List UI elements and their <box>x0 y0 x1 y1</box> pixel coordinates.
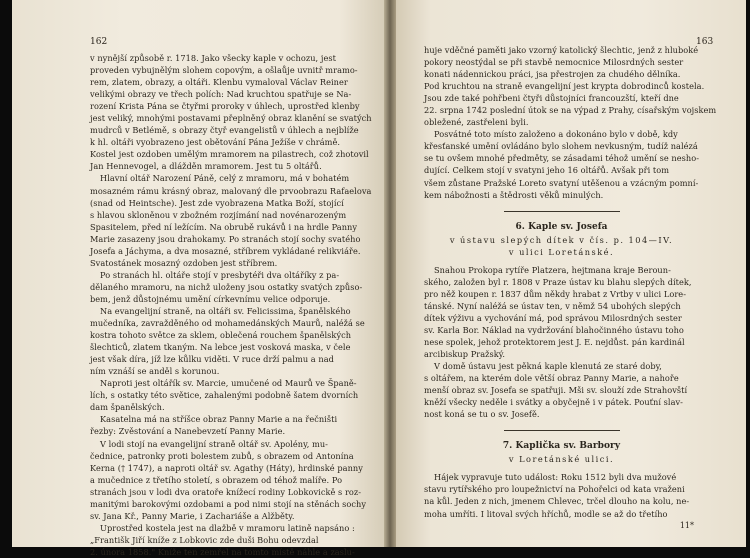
text-line: (snad od Heintsche). Jest zde vyobrazena Matka Boží, stojící <box>90 197 344 208</box>
text-line: Kostel jest ozdoben umělým mramorem na pilastrech, což zhotovil <box>90 149 369 160</box>
section-subtitle: v Loretánské ulici. <box>508 454 615 465</box>
book-spread <box>12 0 746 557</box>
text-line: Pod kruchtou na straně evangelijní jest krypta dobrodinců kostela. <box>424 81 705 92</box>
text-line: Kerna († 1747), a naproti oltář sv. Agathy (Háty), hrdinské panny <box>90 462 363 473</box>
text-line: jest však díra, jíž lze kůlku viděti. V ruce drží palmu a nad <box>90 354 334 365</box>
text-line: V domě ústavu jest pěkná kaple klenutá ze staré doby, <box>434 361 662 372</box>
text-line: sv. Karla Bor. Náklad na vydržování blahočinného ústavu toho <box>424 324 684 335</box>
section-title: 7. Kaplička sv. Barbory <box>502 441 621 452</box>
section-divider <box>504 430 620 431</box>
text-line: proveden vybujnělým slohem copovým, a ošlaůje uvnitř mramo- <box>90 65 358 76</box>
text-line: pokory neostýdal se při stavbě nemocnice Milosrdných sester <box>424 57 684 68</box>
text-line: kněží všecky neděle i svátky a obyčejně i v pátek. Pouťní slav- <box>424 397 683 408</box>
text-line: tánské. Nyní naléžá se ústav ten, v němž 54 ubohých slepých <box>424 300 681 311</box>
text-line: s hlavou skloněnou v zbožném rozjímání nad novénarozeným <box>90 209 347 220</box>
text-line: Josefa a Jáchyma, a dva mosazné, stříbrem vykládané relikviáře. <box>90 245 361 256</box>
text-line: rem, zlatem, obrazy, a oltáři. Klenbu vymaloval Václav Reiner <box>90 77 348 88</box>
text-line: jest veliký, mnohými postavami přeplněný obraz klanění se svatých <box>90 113 372 124</box>
page-number: 162 <box>90 37 108 47</box>
text-line: rození Krista Pána se čtyřmi proroky v úhlech, uprostřed klenby <box>90 101 360 112</box>
right-page-body <box>424 44 717 520</box>
text-line: Posvátné toto místo založeno a dokonáno bylo v době, kdy <box>434 129 678 140</box>
text-line: Jan Hennevogel, a dlážděn mramorem. Jest tu 5 oltářů. <box>90 161 322 172</box>
text-line: na kůl. Jeden z nich, jmenem Chlevec, trčel dlouho na kolu, ne- <box>424 496 690 507</box>
paragraph-block <box>424 44 717 201</box>
text-line: a mučednice z třetího století, s obrazem od téhož malíře. Po <box>90 474 343 485</box>
text-line: s oltářem, na kterém dole větší obraz Panny Marie, a nahoře <box>424 373 679 384</box>
text-line: Hlavní oltář Narození Páně, celý z mramoru, má v bohatém <box>100 173 350 184</box>
text-line: čednice, patronky proti bolestem zubů, s obrazem od Antonína <box>90 450 354 461</box>
right-page <box>396 0 746 547</box>
text-line: k hl. oltáři vyobrazeno jest obětování Pána Ježíše v chrámě. <box>90 137 340 148</box>
text-line: stavu rytířského pro loupežnictví na Pohořelci od kata vraženi <box>424 484 685 495</box>
text-line: arcibiskup Pražský. <box>424 349 506 360</box>
text-line: obležené, zastřeleni byli. <box>424 117 529 128</box>
text-line: stranách jsou v lodi dva oratoře knížecí rodiny Lobkovickě s roz- <box>90 486 362 497</box>
page-number: 163 <box>696 37 714 47</box>
text-line: Naproti jest oltářík sv. Marcie, umučené od Maurů ve Španě- <box>100 378 357 389</box>
text-line: lích, s ostatky této světice, zahalenými podobně šatem dvorních <box>90 390 359 401</box>
signature-mark: 11* <box>679 521 694 530</box>
text-line: Spasitelem, před ní ležícím. Na obrubě rukávů i na hrdle Panny <box>90 221 358 232</box>
text-line: mosazném rámu krásný obraz, malovaný dle prvoobrazu Rafaelova <box>90 185 372 196</box>
text-line: Svatostánek mosazný ozdoben jest stříbrem. <box>90 257 278 268</box>
text-line: křesťanské umění ovládáno bylo slohem nevkusným, tudíž nalézá <box>424 141 698 152</box>
left-page <box>12 0 384 557</box>
text-line: nese spolek, jehož protektorem jest J. E. nejdůst. pán kardinál <box>424 336 685 347</box>
text-line: dam španělských. <box>90 402 165 413</box>
text-line: nost koná se tu o sv. Josefě. <box>424 409 540 420</box>
section-title: 6. Kaple sv. Josefa <box>515 221 608 232</box>
text-line: menší obraz sv. Josefa se spatřuji. Mši sv. slouží zde Strahovští <box>424 385 688 396</box>
text-line: konati nádennickou práci, jsa přestrojen za chudého dělníka. <box>424 69 681 80</box>
text-line: v nynější způsobě r. 1718. Jako všecky kaple v ochozu, jest <box>90 53 336 63</box>
section-subtitle: v ústavu slepých dítek v čís. p. 104—IV. <box>449 234 674 245</box>
section-divider <box>504 211 620 212</box>
text-line: Snahou Prokopa rytíře Platzera, hejtmana kraje Beroun- <box>434 264 671 275</box>
text-line: manitými barokovými ozdobami a pod nimi stojí na stěnách sochy <box>90 498 367 509</box>
text-line: Hájek vypravuje tuto událost: Roku 1512 byli dva mužové <box>434 472 677 483</box>
text-line: velikými obrazy ve třech polích: Nad kruchtou spatřuje se Na- <box>90 89 352 100</box>
text-line: ním vznáší se anděl s korunou. <box>90 366 220 377</box>
text-line: Kasatelna má na stříšce obraz Panny Marie a na řečništi <box>100 414 338 425</box>
text-line: huje vděčné paměti jako vzorný katolický šlechtic, jenž z hluboké <box>424 45 699 55</box>
text-line: Na evangelijní straně, na oltáři sv. Felicissima, španělského <box>100 305 351 316</box>
paragraph-block <box>424 264 699 421</box>
text-line: sv. Jana Kř., Panny Marie, i Zachariáše a Alžběty. <box>90 510 295 521</box>
text-line: dělaného mramoru, na nichž uloženy jsou ostatky svatých způso- <box>90 281 363 292</box>
text-line: se tu ovšem mnohé předměty, se zásadami téhož umění se nesho- <box>424 153 700 164</box>
text-line: šlechticů, zlatem tkaným. Na lebce jest vosková maska, v čele <box>90 342 351 353</box>
paragraph-block <box>424 471 699 519</box>
text-line: kostra tohoto světce za sklem, oblečená rouchem španělských <box>90 330 352 341</box>
book-gutter <box>384 0 396 547</box>
text-line: Marie zasazeny jsou drahokamy. Po stranách stojí sochy svatého <box>90 233 361 244</box>
text-line: „Františk Jiří kníže z Lobkovic zde duši Bohu odevzdal <box>90 534 319 545</box>
text-line: řezby: Zvěstování a Nanebevzetí Panny Marie. <box>90 426 286 437</box>
text-line: Po stranách hl. oltáře stojí v presbytéři dva oltáříky z pa- <box>100 269 340 280</box>
text-line: mučedníka, zavražděného od mohamedánských Maurů, naléžá se <box>90 318 365 329</box>
section-subtitle: v ulici Loretánské. <box>508 246 615 257</box>
text-line: mudrců v Betlémě, s obrazy čtyř evangelistů v úhlech a nejblíže <box>90 125 359 136</box>
text-line: 2. února 1858." Kníže ten zemřel na tomto místě náhle a zaslu- <box>90 546 355 557</box>
text-line: moha umříti. I litoval svých hříchů, modle se až do třetího <box>424 508 668 519</box>
text-line: všem zůstane Pražské Loreto svatyní utěšenou a vzácným pomní- <box>424 177 699 188</box>
left-page-body <box>90 52 372 558</box>
text-line: kem nábožnosti a štědrosti věků minulých. <box>424 189 604 200</box>
text-line: pro něž koupen r. 1837 dům někdy hrabat z Vrtby v ulici Lore- <box>424 288 687 299</box>
text-line: dítek výživu a vychování má, pod správou Milosrdných sester <box>424 312 682 323</box>
text-line: ského, založen byl r. 1808 v Praze ústav ku blahu slepých dítek, <box>424 276 692 287</box>
text-line: 22. srpna 1742 poslední útok se na výpad z Prahy, císařským vojskem <box>424 105 717 116</box>
text-line: dující. Celkem stojí v svatyni jeho 16 oltářů. Avšak při tom <box>424 165 670 176</box>
text-line: bem, jenž důstojnému umění církevnímu velice odporuje. <box>90 293 331 304</box>
text-line: Uprostřed kostela jest na dlažbě v mramoru latině napsáno : <box>100 522 355 533</box>
text-line: V lodi stojí na evangelijní straně oltář sv. Apolény, mu- <box>100 438 328 449</box>
text-line: Jsou zde také pohřbeni čtyři důstojníci francouzští, kteří dne <box>424 93 679 104</box>
